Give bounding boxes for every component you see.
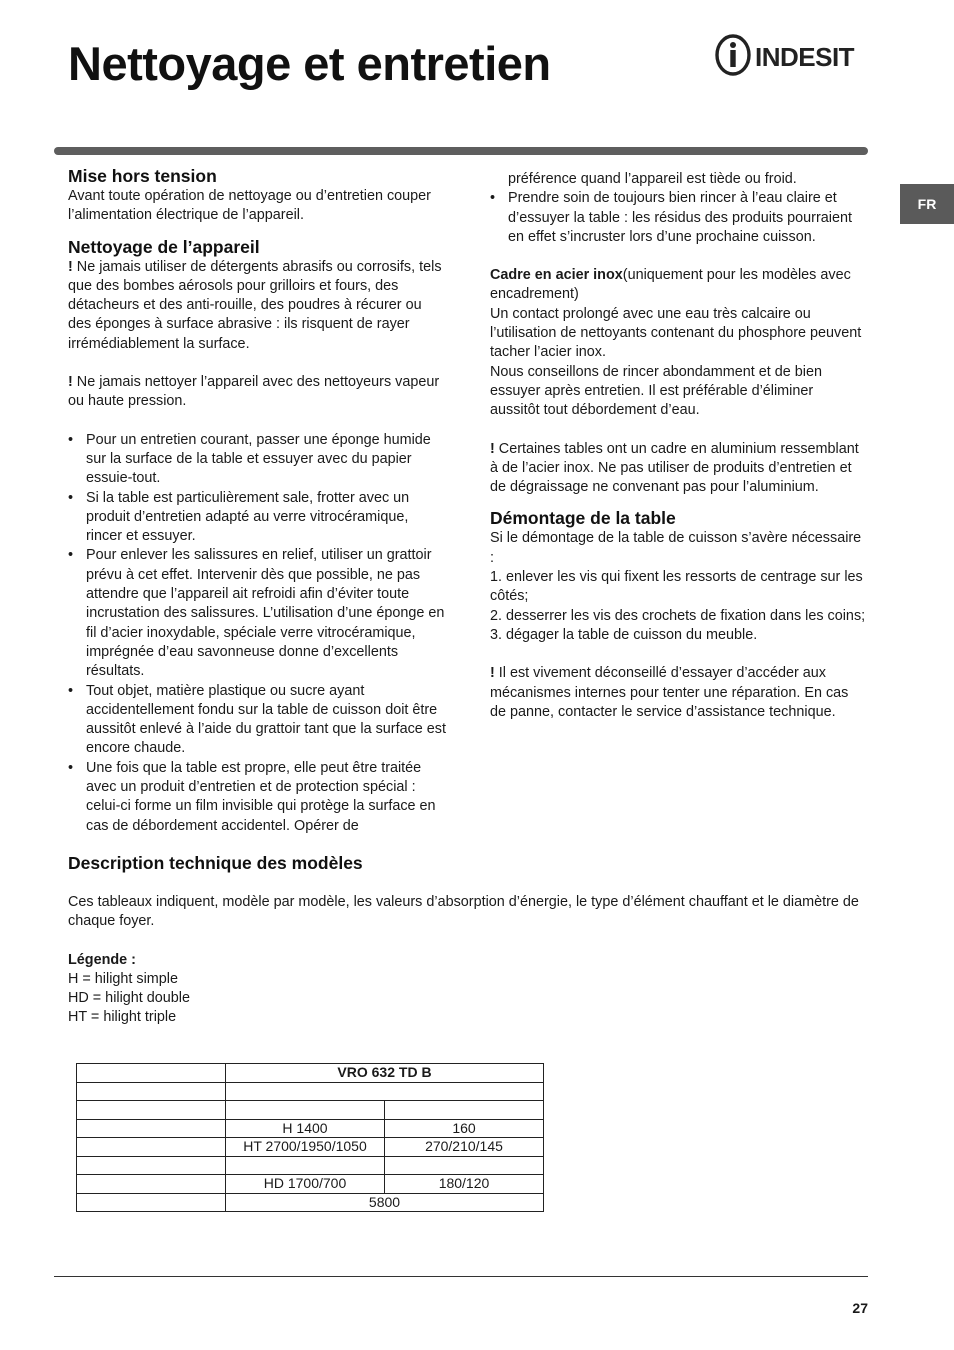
cleaning-list [68,431,448,836]
warning-icon: ! [68,374,73,391]
warning-steam: ! Ne jamais nettoyer l’appareil avec des nettoyeurs vapeur ou haute pression. [68,374,440,410]
bullet-icon: • [490,190,496,207]
total-power: 5800 [226,1193,544,1212]
bullet-icon: • [68,547,74,564]
brand-name: INDESIT [755,42,855,72]
bullet-icon: • [68,489,74,506]
warning-repair: ! Il est vivement déconseillé d’essayer d’accéder aux mécanismes internes pour tenter une réparation. En cas de panne, contacter le service d’assistance technique. [490,665,849,720]
technical-description [68,852,868,1028]
specifications-table [76,1063,544,1212]
indesit-logo [714,34,870,76]
table-row [77,1082,544,1101]
page-number: 27 [852,1300,868,1316]
warning-icon: ! [68,258,73,275]
section-heading-power-off: Mise hors tension [68,166,217,186]
table-total-row [77,1193,544,1212]
section-heading-description: Description technique des modèles [68,853,363,873]
table-header-row [77,1064,544,1083]
language-tab: FR [900,184,954,224]
legend-title: Légende : [68,951,136,968]
legend-item: H = hilight simple [68,970,178,987]
table-row [77,1156,544,1175]
table-row: HD 1700/700 180/120 [77,1175,544,1194]
power-off-text: Avant toute opération de nettoyage ou d’entretien couper l’alimentation électrique de l’appareil. [68,188,431,224]
dismantling-step: 2. desserrer les vis des crochets de fixation dans les coins; [490,607,866,624]
list-item: • Une fois que la table est propre, elle peut être traitée avec un produit d’entretien et de protection spécial : celui-ci forme un film invisible qui protège la surface en cas de débordement accidentel. Opérer de [68,759,436,834]
section-heading-cleaning: Nettoyage de l’appareil [68,236,260,257]
continued-text: préférence quand l’appareil est tiède ou froid. [508,171,797,187]
bullet-icon: • [68,759,74,776]
list-item: • Si la table est particulièrement sale, frotter avec un produit d’entretien adapté au verre vitrocéramique, rincer et essuyer. [68,489,410,545]
left-column [68,165,448,836]
warning-abrasives: ! Ne jamais utiliser de détergents abrasifs ou corrosifs, tels que des bombes aérosols pour grilloirs et fours, des détacheurs et des anti-rouille, des poudres à récurer ou des éponges à surface abrasive : ils risquent de rayer irrémédiablement la surface. [68,258,442,352]
legend-item: HT = hilight triple [68,1009,177,1026]
list-item: • Pour enlever les salissures en relief, utiliser un grattoir prévu à cet effet. Intervenir dès que possible, ne pas attendre que l’appareil ait refroidi afin d’éviter toute incrustation des salissures. L’utilisation d’une éponge en fil d’acier inoxydable, spéciale verre vitrocéramique, imprégnée d’eau savonneuse donne d’excellents résultats. [68,547,445,680]
dismantling-step: 3. dégager la table de cuisson du meuble. [490,626,758,643]
list-item: • Tout objet, matière plastique ou sucre ayant accidentellement fondu sur la table de cuisson doit être aussitôt enlevé à l’aide du grattoir tant que la surface est encore chaude. [68,682,446,757]
inox-paragraph-2: Nous conseillons de rincer abondamment et de bien essuyer après entretien. Il est préférable d’éliminer aussitôt tout débordement d’eau. [490,363,822,419]
dismantling-intro: Si le démontage de la table de cuisson s’avère nécessaire : [490,530,862,566]
table-row: HT 2700/1950/1050 270/210/145 [77,1138,544,1157]
model-name: VRO 632 TD B [226,1064,544,1083]
table-row [77,1101,544,1120]
warning-aluminium: ! Certaines tables ont un cadre en aluminium ressemblant à de l’acier inox. Ne pas utiliser de produits d’entretien et de dégraissage ne convenant pas pour l’aluminium. [490,440,859,496]
inox-paragraph-1: Un contact prolongé avec une eau très calcaire ou l’utilisation de nettoyants contenant du phosphore peuvent tacher l’acier inox. [490,305,862,361]
bullet-icon: • [68,431,74,448]
header-divider [54,147,868,155]
cleaning-list-continued [490,189,866,247]
right-column [490,170,866,722]
table-row: H 1400 160 [77,1119,544,1138]
inox-frame-heading: Cadre en acier inox(uniquement pour les modèles avec encadrement) [490,267,851,303]
bullet-icon: • [68,682,74,699]
warning-icon: ! [490,440,495,457]
warning-icon: ! [490,665,495,682]
list-item: • Pour un entretien courant, passer une éponge humide sur la surface de la table et essuyer avec du papier essuie-tout. [68,431,431,487]
legend-item: HD = hilight double [68,990,190,1007]
dismantling-step: 1. enlever les vis qui fixent les ressorts de centrage sur les côtés; [490,569,863,605]
page-title: Nettoyage et entretien [68,37,551,90]
description-intro: Ces tableaux indiquent, modèle par modèle, les valeurs d’absorption d’énergie, le type d’élément chauffant et le diamètre de chaque foyer. [68,894,859,930]
section-heading-dismantling: Démontage de la table [490,508,676,529]
footer-divider [54,1276,868,1277]
list-item: • Prendre soin de toujours bien rincer à l’eau claire et d’essuyer la table : les résidus des produits pourraient en effet s’incruster lors d’une prochaine cuisson. [490,190,852,245]
